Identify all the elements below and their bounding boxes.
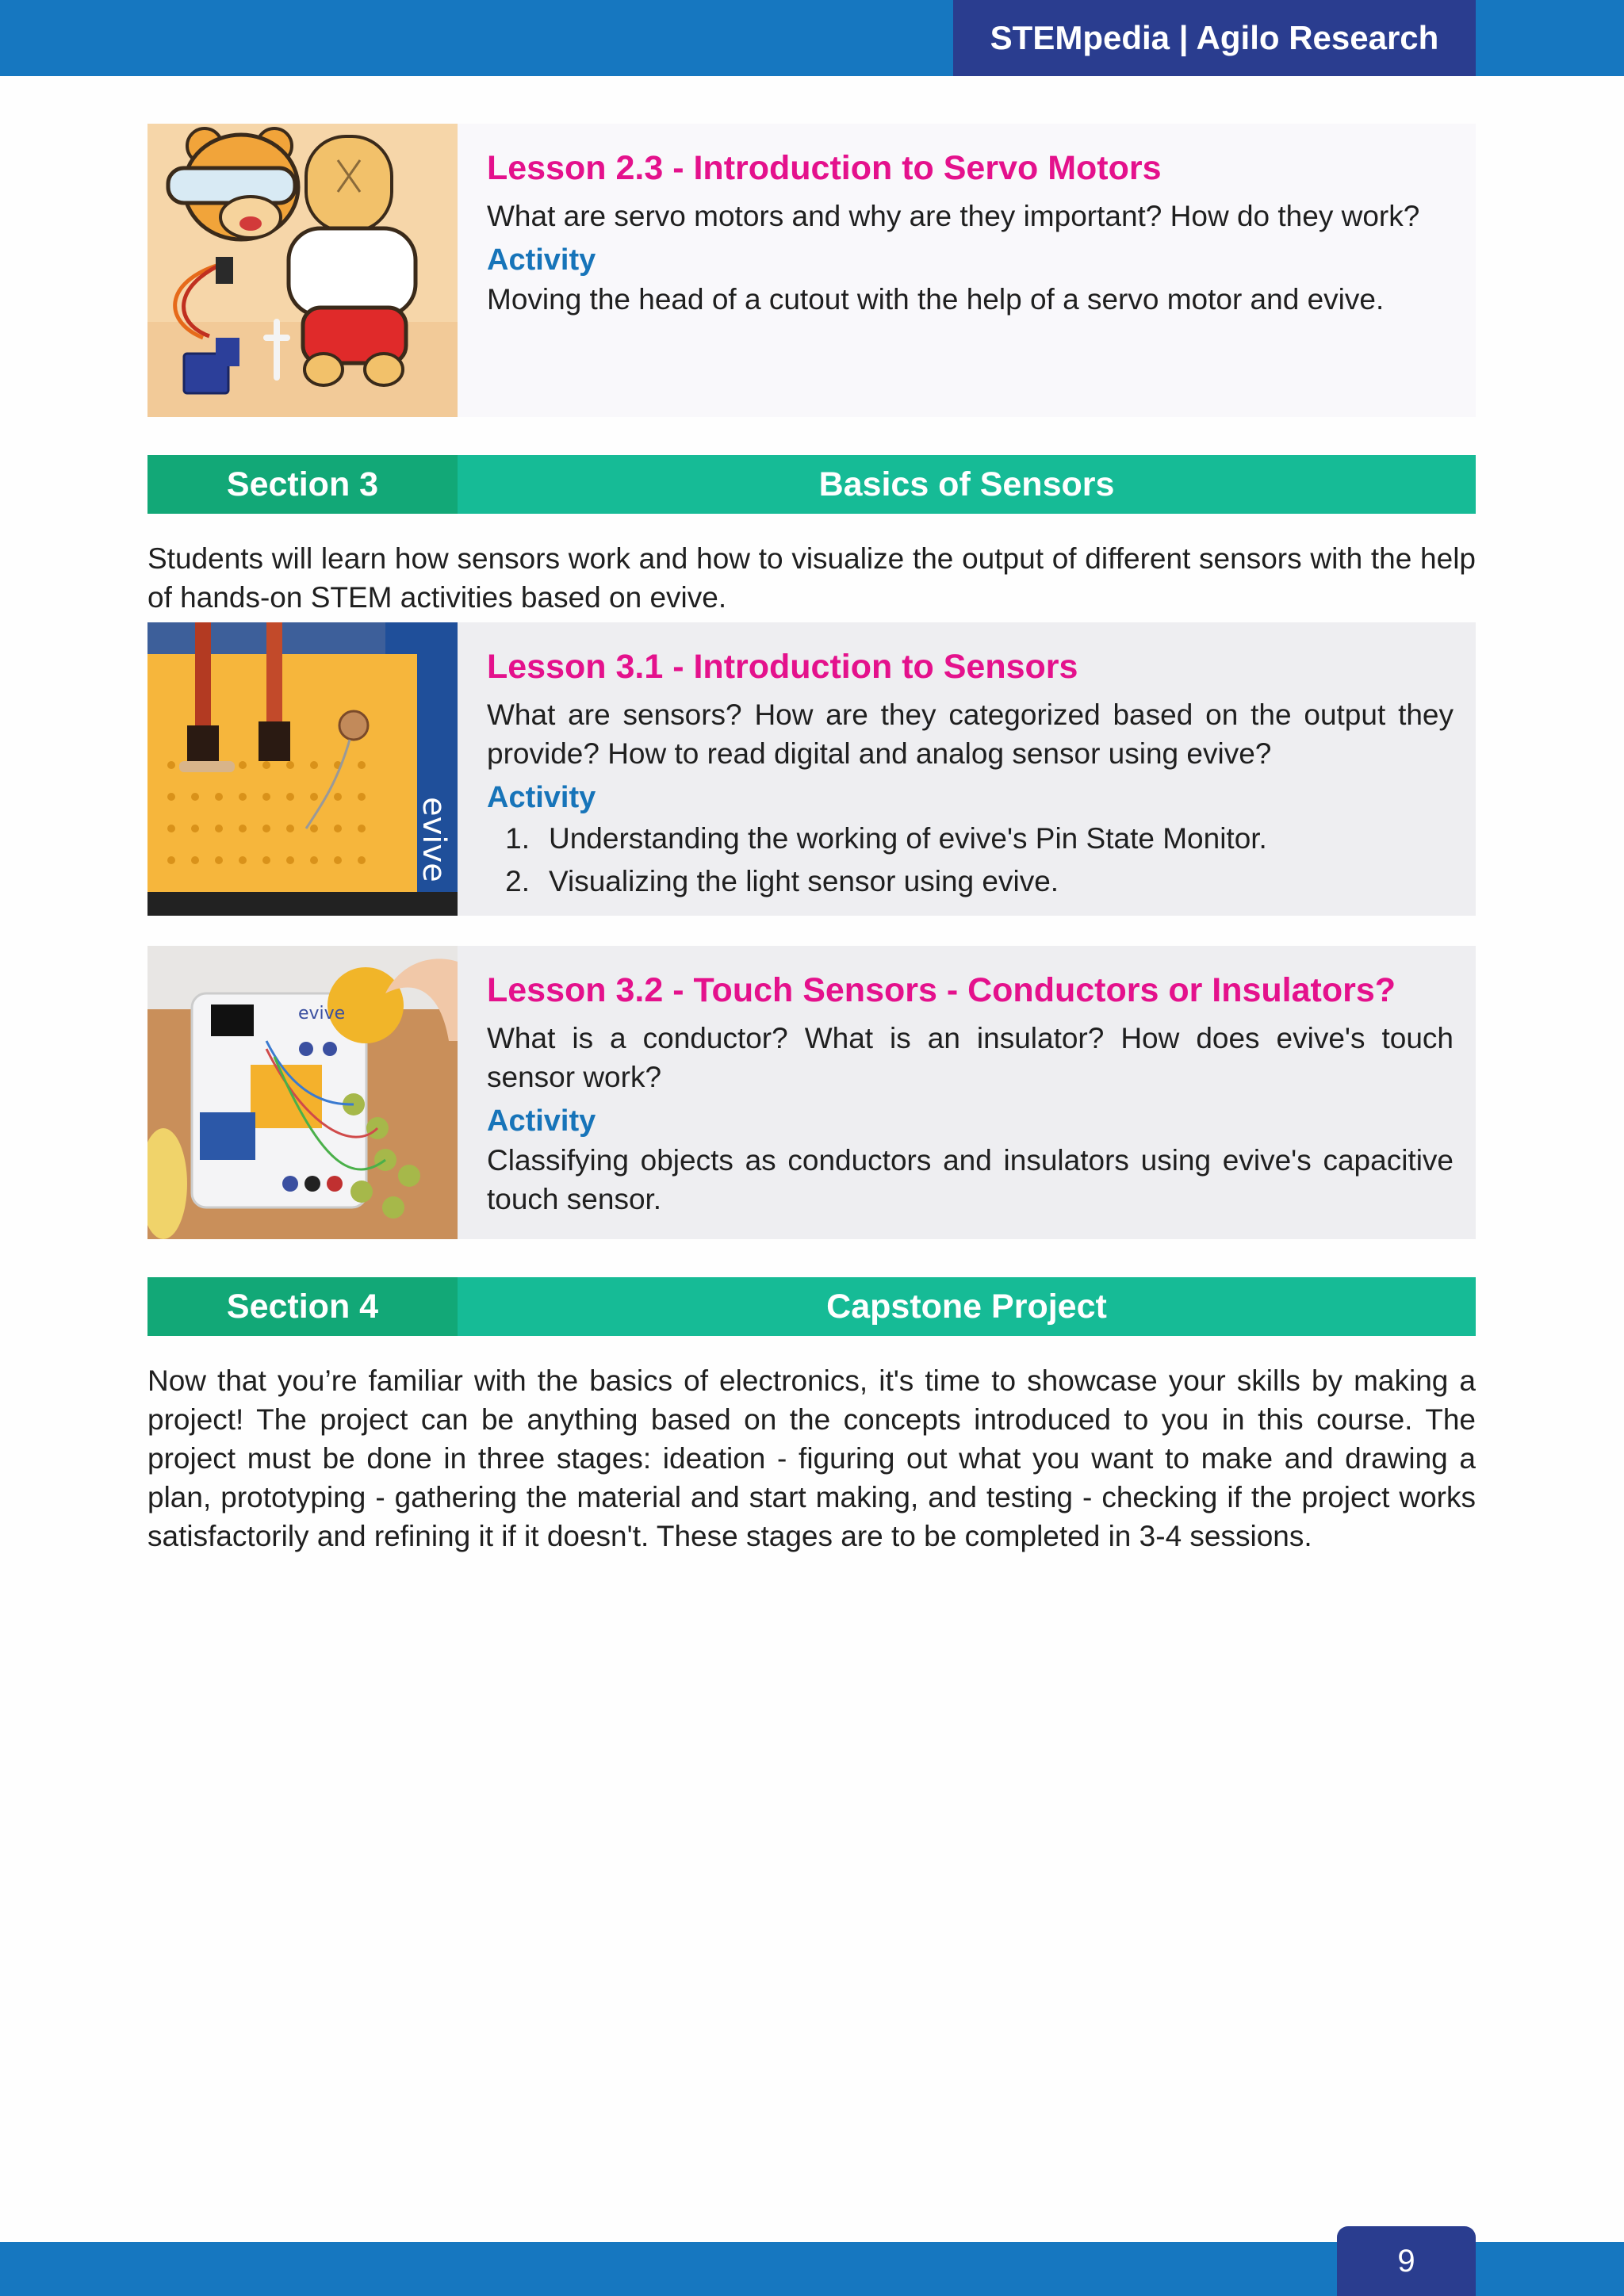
lesson-description: What is a conductor? What is an insulator? How does evive's touch sensor work? <box>487 1022 1454 1093</box>
activity-list <box>487 817 1454 903</box>
lesson-title: Lesson 2.3 - Introduction to Servo Motors <box>487 149 1162 187</box>
section-4-banner <box>147 1277 1476 1336</box>
lesson-card-2-3 <box>147 124 1476 417</box>
section-name: Basics of Sensors <box>458 455 1476 514</box>
lesson-card-3-1 <box>147 622 1476 916</box>
activity-heading: Activity <box>487 1104 596 1138</box>
brand-title: STEMpedia | Agilo Research <box>953 0 1476 76</box>
list-item <box>487 860 1454 903</box>
list-text: Understanding the working of evive's Pin State Monitor. <box>549 822 1267 855</box>
lesson-description: What are servo motors and why are they important? How do they work? <box>487 200 1420 232</box>
svg-text:evive: evive <box>416 797 452 882</box>
activity-heading: Activity <box>487 243 596 277</box>
activity-heading: Activity <box>487 781 596 814</box>
lesson-2-3-content <box>458 124 1476 417</box>
section-3-banner <box>147 455 1476 514</box>
activity-text: Moving the head of a cutout with the help of a servo motor and evive. <box>487 283 1385 316</box>
section-number: Section 3 <box>147 455 458 514</box>
section-3-description: Students will learn how sensors work and how to visualize the output of different sensors with the help of hands-on STEM activities based on evive. <box>147 542 1476 614</box>
bear-cutout-servo-image <box>147 124 458 417</box>
lesson-3-2-content <box>458 946 1476 1239</box>
evive-touch-sensor-image <box>147 946 458 1239</box>
lesson-description: What are sensors? How are they categorized based on the output they provide? How to read digital and analog sensor using evive? <box>487 698 1454 770</box>
list-number: 2. <box>505 865 530 897</box>
activity-text: Classifying objects as conductors and insulators using evive's capacitive touch sensor. <box>487 1144 1454 1215</box>
list-item <box>487 817 1454 860</box>
breadboard-light-sensor-image <box>147 622 458 916</box>
section-name: Capstone Project <box>458 1277 1476 1336</box>
list-text: Visualizing the light sensor using evive. <box>549 865 1059 897</box>
lesson-card-3-2 <box>147 946 1476 1239</box>
section-number: Section 4 <box>147 1277 458 1336</box>
list-number: 1. <box>505 822 530 855</box>
section-4-description: Now that you’re familiar with the basics of electronics, it's time to showcase your skills by making a project! The project can be anything based on the concepts introduced to you in this course. The project must be done in three stages: ideation - figuring out what you want to make and drawing a plan, prototyping - gathering the material and start making, and testing - checking if the project works satisfactorily and refining it if it doesn't. These stages are to be completed in 3-4 sessions. <box>147 1364 1476 1552</box>
lesson-3-1-content <box>458 622 1476 916</box>
page-number: 9 <box>1337 2226 1476 2296</box>
lesson-title: Lesson 3.1 - Introduction to Sensors <box>487 648 1078 686</box>
svg-text:evive: evive <box>298 1004 346 1024</box>
lesson-title: Lesson 3.2 - Touch Sensors - Conductors or Insulators? <box>487 971 1396 1009</box>
